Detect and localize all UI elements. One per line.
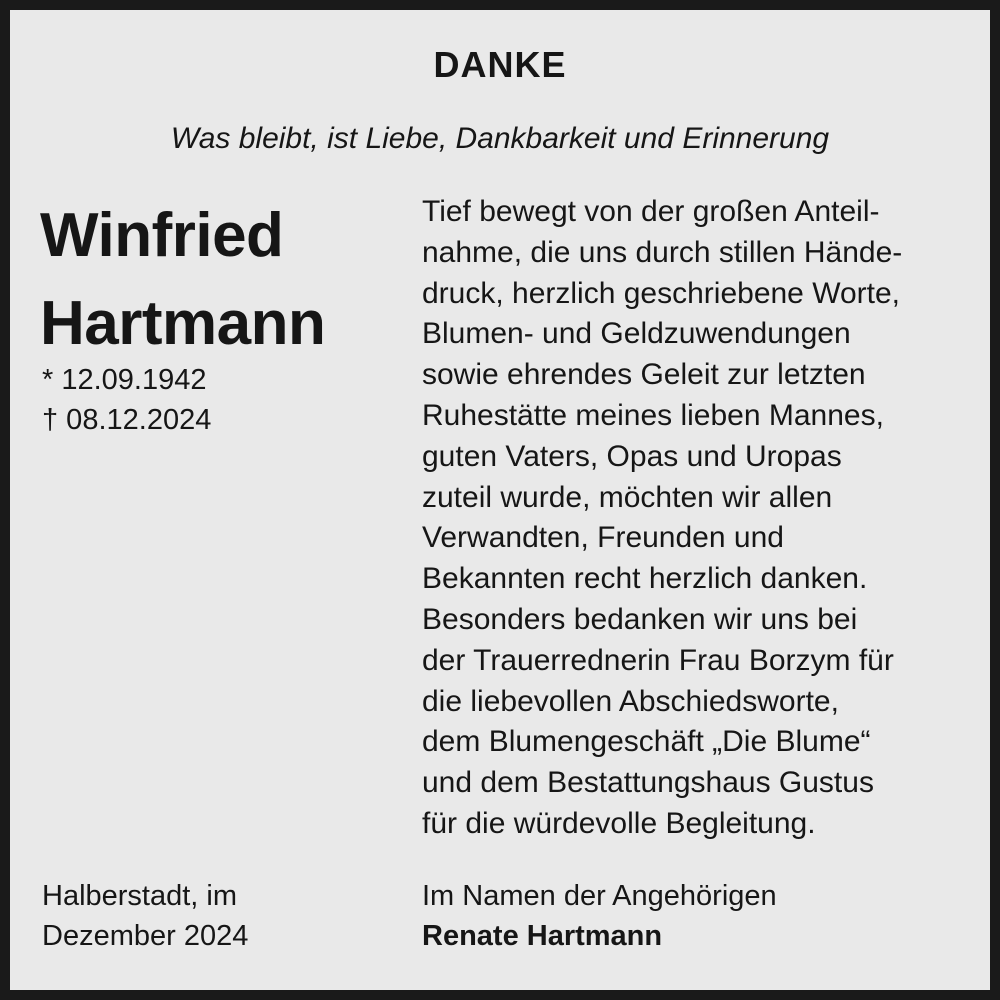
text-line: druck, herzlich geschriebene Worte,	[422, 276, 901, 310]
signature-block	[422, 876, 777, 956]
text-line: für die würdevolle Begleitung.	[422, 806, 816, 840]
heading: DANKE	[433, 44, 567, 85]
signer-name: Renate Hartmann	[422, 920, 663, 952]
text-line: der Trauerrednerin Frau Borzym für	[422, 643, 894, 677]
text-line: und dem Bestattungshaus Gustus	[422, 766, 874, 800]
deceased-last-name: Hartmann	[40, 289, 326, 359]
text-line: dem Blumengeschäft „Die Blume“	[422, 725, 871, 759]
text-line: Verwandten, Freunden und	[422, 521, 784, 555]
text-line: nahme, die uns durch stillen Hände-	[422, 235, 903, 269]
obituary-notice	[10, 10, 990, 990]
text-line: Bekannten recht herzlich danken.	[422, 562, 868, 596]
life-dates	[42, 360, 211, 440]
date-line: Dezember 2024	[42, 920, 249, 952]
text-line: Tief bewegt von der großen Anteil-	[422, 195, 880, 228]
place-and-date	[42, 876, 248, 956]
text-line: Ruhestätte meines lieben Mannes,	[422, 398, 884, 432]
signature-intro: Im Namen der Angehörigen	[422, 880, 777, 912]
deceased-first-name: Winfried	[40, 201, 284, 270]
text-line: guten Vaters, Opas und Uropas	[422, 439, 842, 473]
deceased-name	[40, 192, 325, 368]
text-line: zuteil wurde, möchten wir allen	[422, 480, 833, 514]
text-line: Blumen- und Geldzuwendungen	[422, 317, 851, 351]
thanks-text	[422, 192, 982, 845]
place-line: Halberstadt, im	[42, 880, 238, 912]
text-line: die liebevollen Abschiedsworte,	[422, 684, 839, 718]
birth-date: * 12.09.1942	[42, 364, 207, 396]
motto: Was bleibt, ist Liebe, Dankbarkeit und Erinnerung	[170, 122, 830, 155]
death-date: † 08.12.2024	[42, 404, 212, 436]
text-line: sowie ehrendes Geleit zur letzten	[422, 358, 866, 392]
text-line: Besonders bedanken wir uns bei	[422, 602, 858, 636]
